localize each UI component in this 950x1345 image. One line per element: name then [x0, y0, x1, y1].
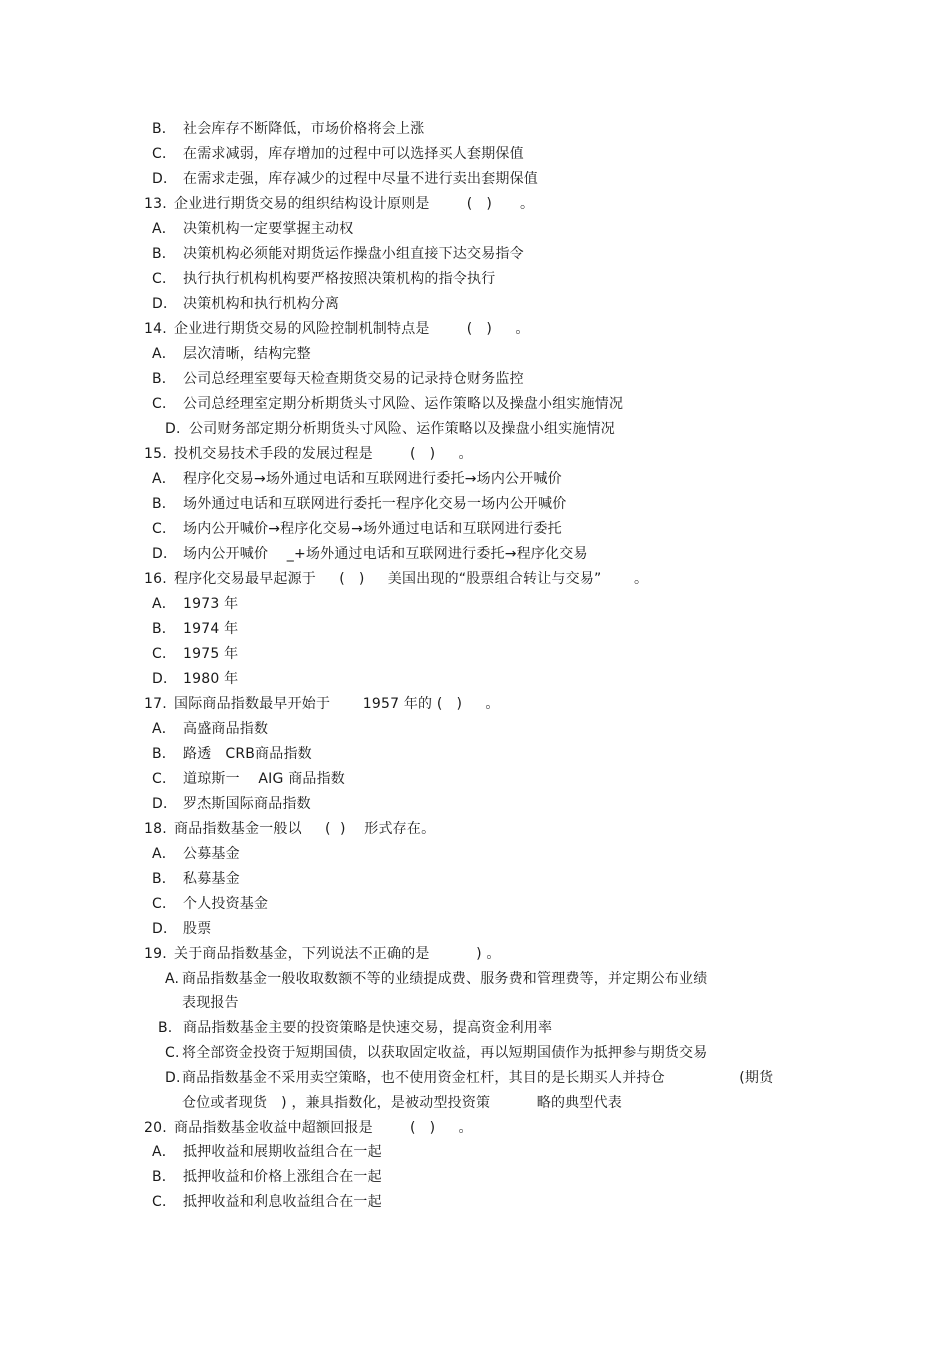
- option-text: 股票: [183, 921, 212, 937]
- option-text: 1975 年: [183, 646, 239, 662]
- option-label: B．: [152, 371, 177, 387]
- q12-option-b: [152, 120, 424, 138]
- q14-stem: [144, 320, 530, 338]
- option-label: D.: [165, 1070, 181, 1086]
- q15-option-a: [152, 470, 562, 488]
- option-label: D．: [152, 546, 178, 562]
- option-text: 决策机构必须能对期货运作操盘小组直接下达交易指令: [183, 246, 524, 262]
- option-label: B．: [152, 621, 177, 637]
- question-text: 投机交易技术手段的发展过程是 ( ) 。: [174, 446, 473, 462]
- q16-option-a: [152, 595, 238, 613]
- option-text: 商品指数基金一般收取数额不等的业绩提成费、服务费和管理费等，并定期公布业绩: [182, 971, 708, 987]
- q14-option-c: [152, 395, 623, 413]
- option-text: 1980 年: [183, 671, 239, 687]
- q13-option-c: [152, 270, 495, 288]
- question-text: 国际商品指数最早开始于 1957 年的 ( ) 。: [174, 696, 500, 712]
- question-text: 商品指数基金收益中超额回报是 ( ) 。: [174, 1120, 473, 1136]
- option-text: 公司总经理室定期分析期货头寸风险、运作策略以及操盘小组实施情况: [183, 396, 624, 412]
- option-label: B．: [152, 121, 177, 137]
- option-text: 场外通过电话和互联网进行委托一程序化交易一场内公开喊价: [183, 496, 567, 512]
- option-text: 抵押收益和展期收益组合在一起: [183, 1144, 382, 1160]
- option-label: B．: [152, 496, 177, 512]
- option-label: A．: [152, 471, 176, 487]
- option-text: 路透 CRB商品指数: [183, 746, 312, 762]
- q19-option-d: [165, 1069, 773, 1087]
- q19-stem: [144, 945, 501, 963]
- option-label: D．: [152, 296, 178, 312]
- option-text: 商品指数基金主要的投资策略是快速交易，提高资金利用率: [183, 1020, 553, 1036]
- option-text: 仓位或者现货 ) ，兼具指数化，是被动型投资策 略的典型代表: [182, 1095, 622, 1111]
- option-label: A.: [165, 971, 180, 987]
- q16-option-c: [152, 645, 238, 663]
- option-text: 个人投资基金: [183, 896, 269, 912]
- q15-option-c: [152, 520, 562, 538]
- option-text: 1973 年: [183, 596, 239, 612]
- question-text: 企业进行期货交易的风险控制机制特点是 ( ) 。: [174, 321, 530, 337]
- option-label: A．: [152, 846, 176, 862]
- q13-option-b: [152, 245, 524, 263]
- option-label: C．: [152, 521, 177, 537]
- question-number: 19.: [144, 946, 167, 962]
- option-text: 将全部资金投资于短期国债，以获取固定收益，再以短期国债作为抵押参与期货交易: [182, 1045, 708, 1061]
- option-label: D．: [152, 921, 178, 937]
- q15-option-d: [152, 545, 588, 563]
- option-text: 场内公开喊价 _+场外通过电话和互联网进行委托→程序化交易: [183, 546, 588, 562]
- option-label: C．: [152, 896, 177, 912]
- q18-stem: [144, 820, 435, 838]
- question-text: 关于商品指数基金，下列说法不正确的是 ) 。: [174, 946, 501, 962]
- q13-stem: [144, 195, 534, 213]
- option-label: B．: [152, 1169, 177, 1185]
- q16-option-b: [152, 620, 238, 638]
- option-label: A．: [152, 221, 176, 237]
- q13-option-a: [152, 220, 353, 238]
- option-text: 高盛商品指数: [183, 721, 269, 737]
- option-text: 道琼斯一 AIG 商品指数: [183, 771, 346, 787]
- option-label: B．: [152, 246, 177, 262]
- q17-option-b: [152, 745, 312, 763]
- q20-option-c: [152, 1193, 382, 1211]
- question-number: 15.: [144, 446, 167, 462]
- option-label: C．: [152, 146, 177, 162]
- q17-option-d: [152, 795, 311, 813]
- option-label: B．: [152, 871, 177, 887]
- q20-option-a: [152, 1143, 382, 1161]
- option-label: B.: [158, 1020, 173, 1036]
- option-label: D．: [152, 796, 178, 812]
- q19-option-b: [158, 1019, 552, 1037]
- question-number: 16.: [144, 571, 167, 587]
- q14-option-b: [152, 370, 524, 388]
- option-label: A．: [152, 346, 176, 362]
- option-label: C．: [152, 771, 177, 787]
- question-number: 13.: [144, 196, 167, 212]
- option-text: 公司总经理室要每天检查期货交易的记录持仓财务监控: [183, 371, 524, 387]
- option-text: 抵押收益和利息收益组合在一起: [183, 1194, 382, 1210]
- option-text: 场内公开喊价→程序化交易→场外通过电话和互联网进行委托: [183, 521, 562, 537]
- question-number: 14.: [144, 321, 167, 337]
- option-text: 决策机构一定要掌握主动权: [183, 221, 354, 237]
- q12-option-c: [152, 145, 524, 163]
- option-text: 社会库存不断降低，市场价格将会上涨: [183, 121, 425, 137]
- option-text: 罗杰斯国际商品指数: [183, 796, 311, 812]
- q16-stem: [144, 570, 648, 588]
- option-text: 抵押收益和价格上涨组合在一起: [183, 1169, 382, 1185]
- option-label: A．: [152, 1144, 176, 1160]
- option-text: 在需求走强，库存减少的过程中尽量不进行卖出套期保值: [183, 171, 538, 187]
- q19-option-a-continuation: [182, 994, 239, 1012]
- option-text: 在需求减弱，库存增加的过程中可以选择买人套期保值: [183, 146, 524, 162]
- option-text: 表现报告: [182, 995, 239, 1011]
- option-text: 商品指数基金不采用卖空策略，也不使用资金杠杆，其目的是长期买人并持仓 (期货: [182, 1070, 774, 1086]
- option-label: C．: [152, 396, 177, 412]
- option-text: 程序化交易→场外通过电话和互联网进行委托→场内公开喊价: [183, 471, 562, 487]
- option-label: D.: [165, 421, 181, 437]
- q15-option-b: [152, 495, 566, 513]
- q19-option-c: [165, 1044, 707, 1062]
- q18-option-b: [152, 870, 240, 888]
- option-label: D．: [152, 671, 178, 687]
- option-label: C．: [152, 1194, 177, 1210]
- question-number: 17.: [144, 696, 167, 712]
- q17-option-a: [152, 720, 268, 738]
- question-number: 20.: [144, 1120, 167, 1136]
- q17-option-c: [152, 770, 345, 788]
- q18-option-d: [152, 920, 211, 938]
- option-label: D．: [152, 171, 178, 187]
- q19-option-a: [165, 970, 707, 988]
- option-text: 层次清晰，结构完整: [183, 346, 311, 362]
- option-text: 决策机构和执行机构分离: [183, 296, 340, 312]
- option-text: 公募基金: [183, 846, 240, 862]
- option-text: 执行执行机构机构要严格按照决策机构的指令执行: [183, 271, 496, 287]
- q20-option-b: [152, 1168, 382, 1186]
- option-text: 1974 年: [183, 621, 239, 637]
- option-label: C．: [152, 646, 177, 662]
- q18-option-a: [152, 845, 240, 863]
- option-text: 私募基金: [183, 871, 240, 887]
- q16-option-d: [152, 670, 238, 688]
- option-label: A．: [152, 721, 176, 737]
- question-text: 程序化交易最早起源于 ( ) 美国出现的“股票组合转让与交易” 。: [174, 571, 649, 587]
- q15-stem: [144, 445, 473, 463]
- q18-option-c: [152, 895, 268, 913]
- q13-option-d: [152, 295, 339, 313]
- q12-option-d: [152, 170, 538, 188]
- question-text: 商品指数基金一般以 ( ) 形式存在。: [174, 821, 436, 837]
- option-label: A．: [152, 596, 176, 612]
- option-label: B．: [152, 746, 177, 762]
- option-label: C．: [152, 271, 177, 287]
- question-text: 企业进行期货交易的组织结构设计原则是 ( ) 。: [174, 196, 535, 212]
- q14-option-d: [165, 420, 615, 438]
- q20-stem: [144, 1119, 473, 1137]
- question-number: 18.: [144, 821, 167, 837]
- q19-option-d-continuation: [182, 1094, 622, 1112]
- option-label: C.: [165, 1045, 180, 1061]
- q14-option-a: [152, 345, 311, 363]
- q17-stem: [144, 695, 500, 713]
- option-text: 公司财务部定期分析期货头寸风险、运作策略以及操盘小组实施情况: [189, 421, 615, 437]
